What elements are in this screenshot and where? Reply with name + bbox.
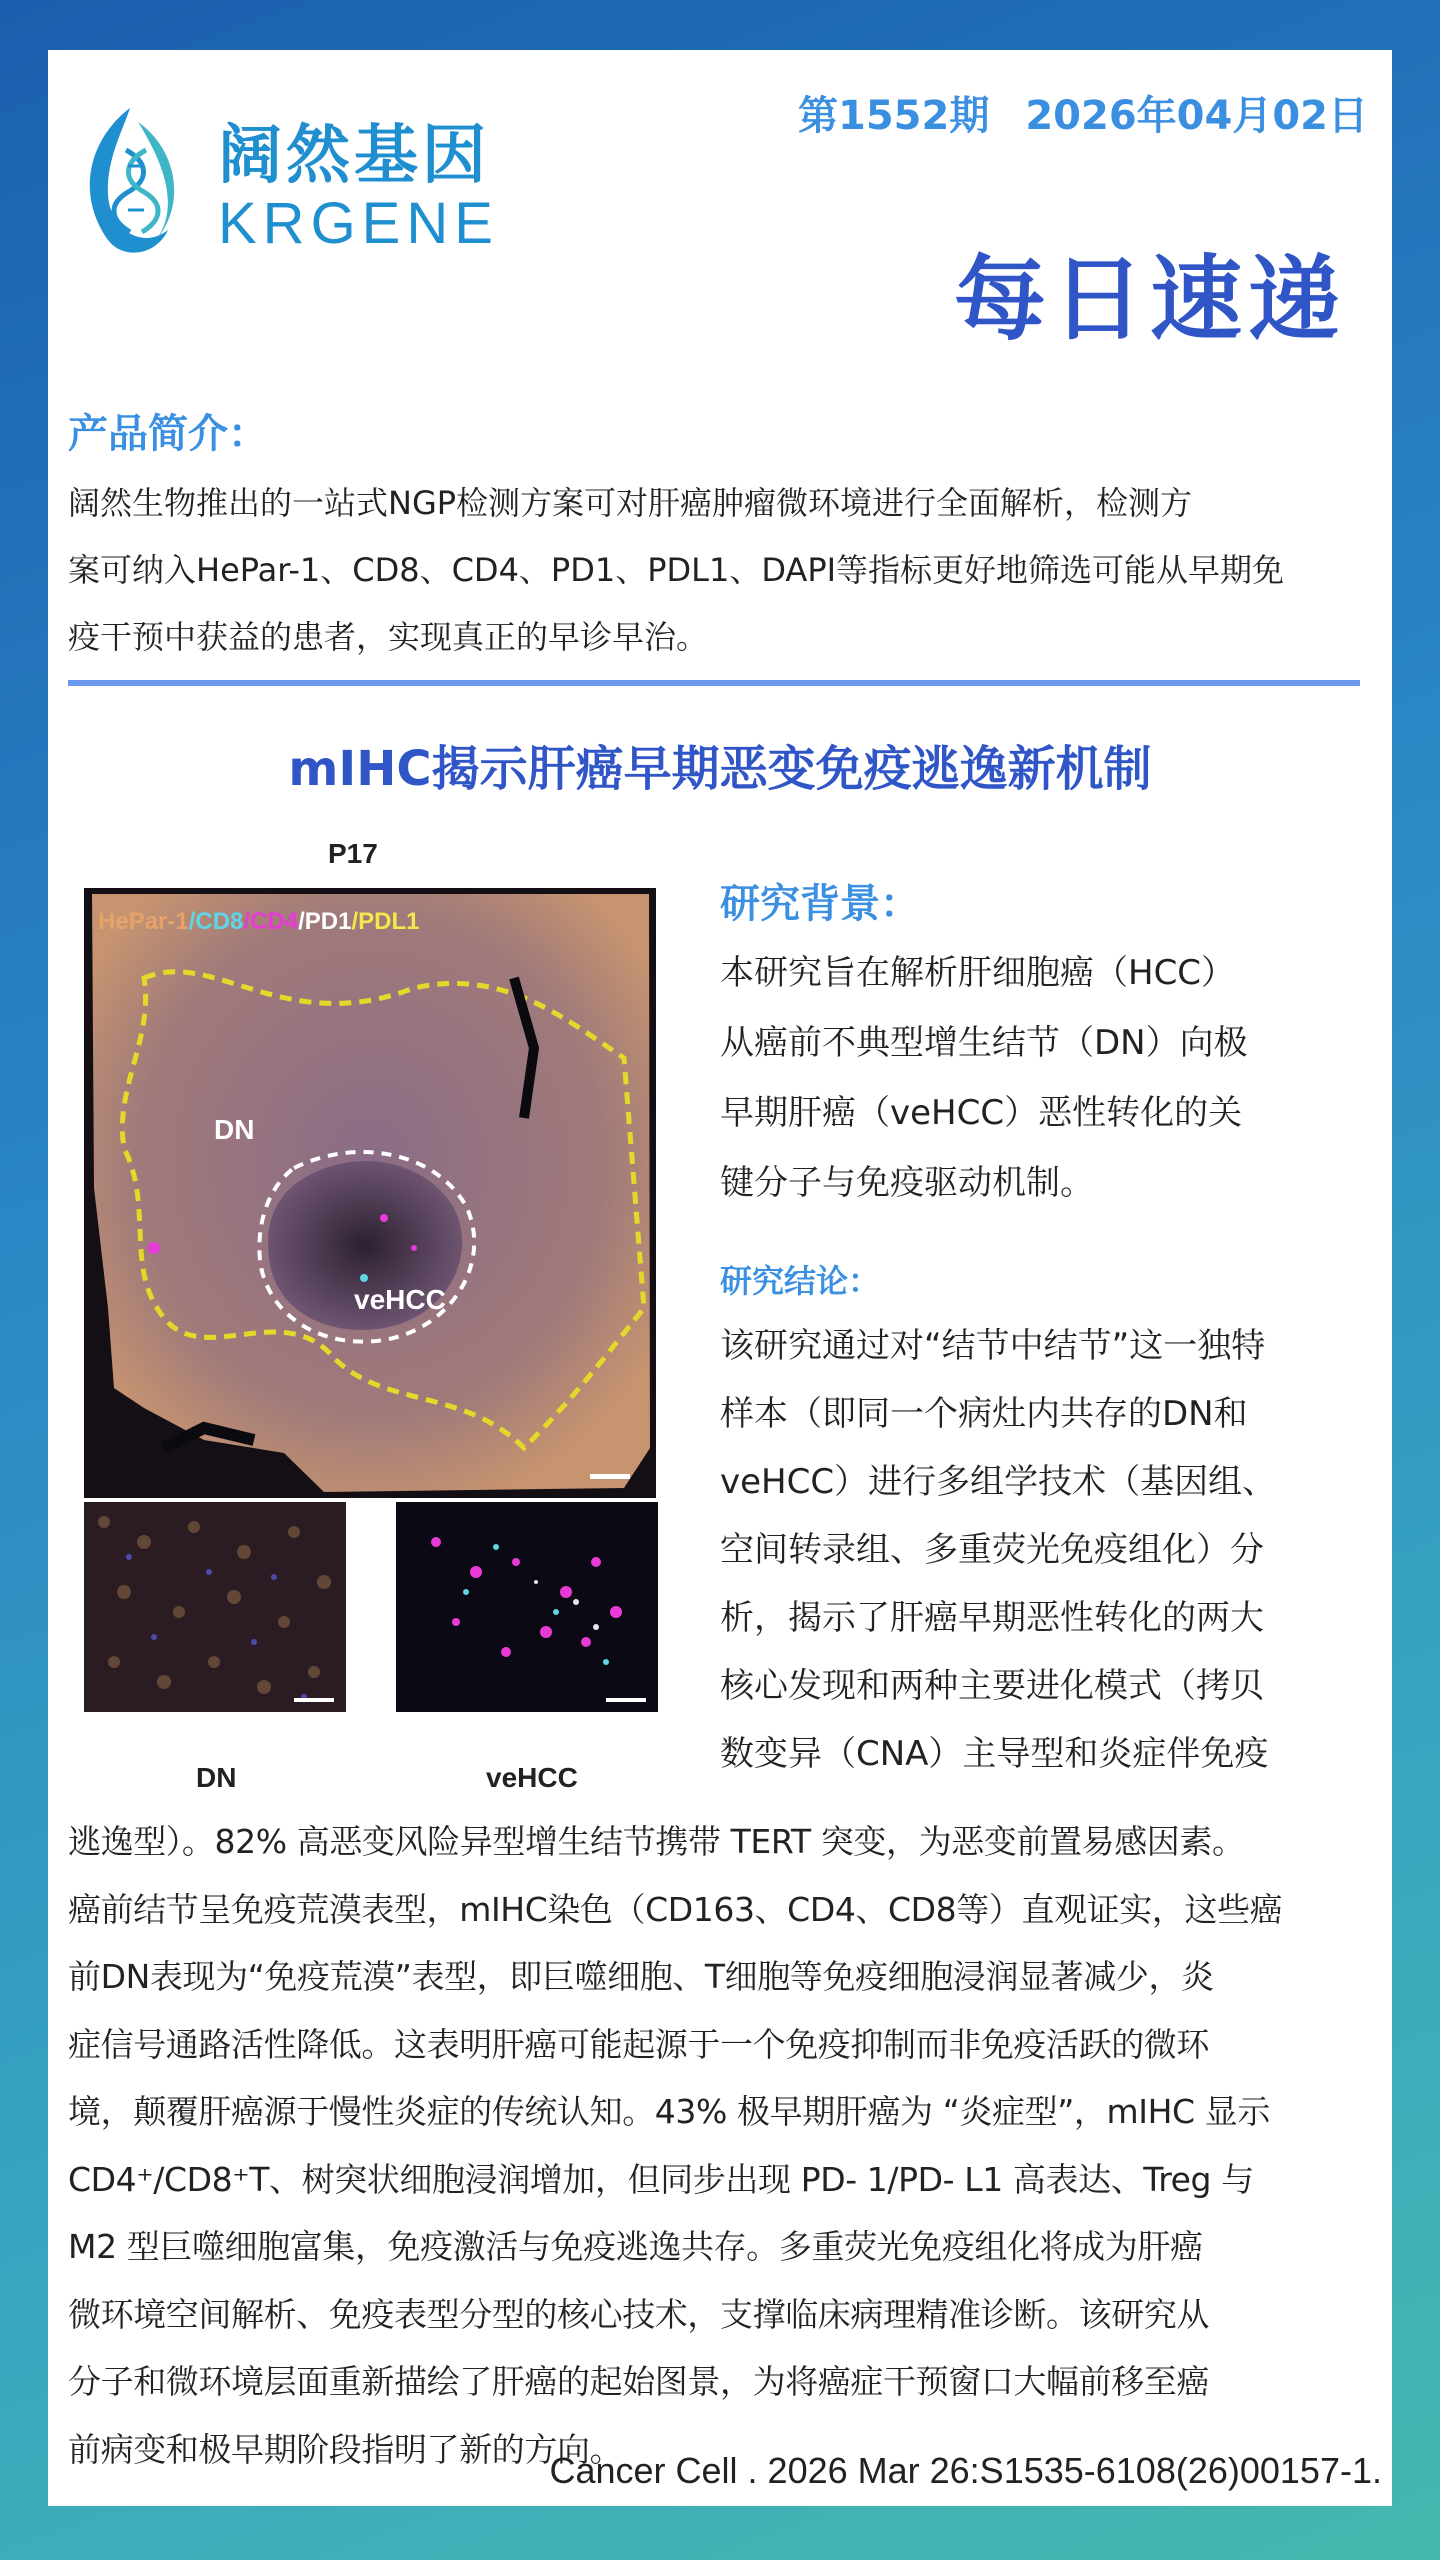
divider-rule [68,680,1360,686]
mihc-main-image [84,888,656,1498]
mihc-figure [68,838,668,1798]
citation: Cancer Cell . 2026 Mar 26:S1535-6108(26)00157-1. [549,2450,1382,2491]
intro-line: 疫干预中获益的患者，实现真正的早诊早治。 [68,618,709,656]
conclusion-full-line: 逃逸型）。82% 高恶变风险异型增生结节携带 TERT 突变，为恶变前置易感因素。 [68,1822,1245,1861]
conclusion-full-line: 症信号通路活性降低。这表明肝癌可能起源于一个免疫抑制而非免疫活跃的微环 [68,2024,1210,2064]
conclusion-full-line: CD4⁺/CD8⁺T、树突状细胞浸润增加，但同步出现 PD‑ 1/PD‑ L1 高表达、Treg 与 [68,2159,1254,2199]
legend-pd1: /PD1 [298,908,352,935]
legend-cd8: /CD8 [188,908,244,935]
intro-line: 阔然生物推出的一站式NGP检测方案可对肝癌肿瘤微环境进行全面解析，检测方 [68,484,1193,522]
conclusion-line: 数变异（CNA）主导型和炎症伴免疫 [720,1734,1269,1774]
background-heading: 研究背景： [720,881,920,927]
issue-info [798,84,1368,141]
conclusion-full-line: 微环境空间解析、免疫表型分型的核心技术，支撑临床病理精准诊断。该研究从 [68,2294,1210,2334]
background-line: 键分子与免疫驱动机制。 [720,1163,1094,1203]
conclusion-paragraph-side [720,1312,1350,1788]
dn-zoom-image [84,1502,346,1712]
daily-title: 每日速递 [954,246,1347,353]
intro-paragraph [68,470,1388,671]
intro-heading: 产品简介： [68,411,268,457]
conclusion-heading: 研究结论： [720,1262,881,1300]
region-label-vehcc: veHCC [354,1284,446,1315]
issue-number: 第1552期 [798,93,990,139]
background-paragraph [720,938,1380,1218]
conclusion-full-line: 前DN表现为“免疫荒漠”表型，即巨噬细胞、T细胞等免疫细胞浸润显著减少，炎 [68,1957,1214,1996]
region-label-dn: DN [214,1114,255,1145]
background-line: 从癌前不典型增生结节（DN）向极 [720,1023,1248,1063]
dna-leaf-icon [68,100,198,260]
conclusion-line: 空间转录组、多重荧光免疫组化）分 [720,1530,1264,1570]
dn-zoom-label: DN [196,1762,237,1793]
conclusion-full-line: 前病变和极早期阶段指明了新的方向。 [68,2429,623,2469]
conclusion-full-line: 分子和微环境层面重新描绘了肝癌的起始图景，为将癌症干预窗口大幅前移至癌 [68,2362,1210,2401]
intro-line: 案可纳入HePar-1、CD8、CD4、PD1、PDL1、DAPI等指标更好地筛选可能从早期免 [68,551,1285,589]
figure-top-label: P17 [328,838,378,869]
conclusion-line: 样本（即同一个病灶内共存的DN和 [720,1394,1248,1434]
conclusion-full-line: 境，颠覆肝癌源于慢性炎症的传统认知。43% 极早期肝癌为 “炎症型”，mIHC 显示 [68,2092,1270,2131]
vehcc-zoom-image [396,1502,658,1712]
krgene-logo [68,100,508,260]
vehcc-zoom-label: veHCC [486,1762,578,1793]
conclusion-line: 核心发现和两种主要进化模式（拷贝 [720,1666,1264,1706]
conclusion-full-line: 癌前结节呈免疫荒漠表型，mIHC染色（CD163、CD4、CD8等）直观证实，这些癌 [68,1889,1283,1929]
conclusion-line: 该研究通过对“结节中结节”这一独特 [720,1326,1266,1366]
conclusion-full-line: M2 型巨噬细胞富集，免疫激活与免疫逃逸共存。多重荧光免疫组化将成为肝癌 [68,2227,1203,2266]
newsletter-card [48,50,1392,2506]
legend-cd4: /CD4 [243,908,299,935]
background-line: 早期肝癌（veHCC）恶性转化的关 [720,1093,1243,1133]
conclusion-line: 析，揭示了肝癌早期恶性转化的两大 [720,1598,1264,1638]
background-line: 本研究旨在解析肝细胞癌（HCC） [720,953,1236,993]
logo-en-text: KRGENE [218,191,499,256]
legend-hepar1: HePar-1 [98,908,189,935]
vehcc-zoom-graphic [396,1502,658,1712]
conclusion-paragraph-full [68,1808,1390,2483]
article-title: mIHC揭示肝癌早期恶变免疫逃逸新机制 [288,741,1152,797]
logo-cn-text: 阔然基因 [218,119,490,193]
tissue-section-graphic [84,888,656,1498]
conclusion-line: veHCC）进行多组学技术（基因组、 [720,1462,1277,1502]
figure-legend [98,908,419,936]
dn-zoom-graphic [84,1502,346,1712]
issue-date: 2026年04月02日 [1025,93,1368,139]
legend-pdl1: /PDL1 [351,908,420,935]
